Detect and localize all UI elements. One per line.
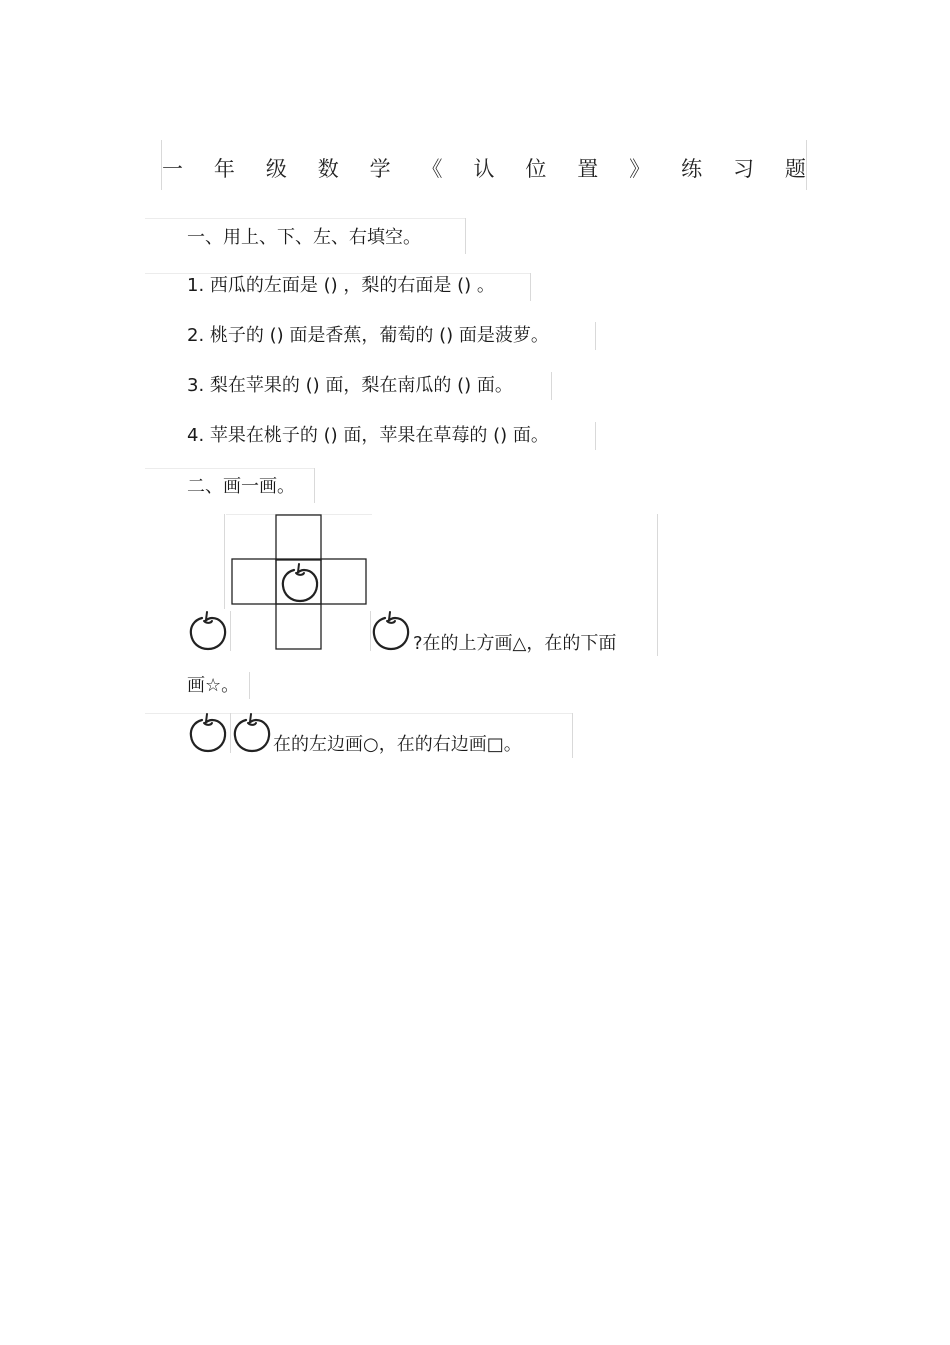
title-char: 一 xyxy=(162,157,183,181)
question-3: 3. 梨在苹果的 () 面，梨在南瓜的 () 面。 xyxy=(187,375,513,396)
title-char: 学 xyxy=(369,157,391,181)
title-char: 》 xyxy=(629,157,651,181)
title-char: 习 xyxy=(732,157,754,181)
apple-icon xyxy=(232,711,272,753)
title-char: 级 xyxy=(265,157,287,181)
apple-icon xyxy=(188,609,228,651)
instruction-1-line1: ?在的上方画△，在的下面 xyxy=(413,633,617,654)
title-char: 置 xyxy=(577,157,599,181)
apple-icon xyxy=(188,711,228,753)
instruction-1-line2: 画☆。 xyxy=(187,675,240,696)
title-char: 数 xyxy=(317,157,339,181)
section2-heading: 二、画一画。 xyxy=(187,476,295,497)
title-char: 位 xyxy=(525,157,547,181)
title-char: 认 xyxy=(473,157,495,181)
instruction-2: 在的左边画○，在的右边画□。 xyxy=(273,734,522,755)
question-2: 2. 桃子的 () 面是香蕉，葡萄的 () 面是菠萝。 xyxy=(187,325,549,346)
page-title xyxy=(162,152,806,184)
title-char: 题 xyxy=(784,157,806,181)
title-char: 年 xyxy=(213,157,235,181)
apple-icon xyxy=(280,561,320,603)
title-char: 练 xyxy=(681,157,703,181)
title-char: 《 xyxy=(421,157,443,181)
question-4: 4. 苹果在桃子的 () 面，苹果在草莓的 () 面。 xyxy=(187,425,549,446)
section1-heading: 一、用上、下、左、右填空。 xyxy=(187,227,421,248)
apple-icon xyxy=(371,609,411,651)
question-1: 1. 西瓜的左面是 () ，梨的右面是 () 。 xyxy=(187,275,495,296)
